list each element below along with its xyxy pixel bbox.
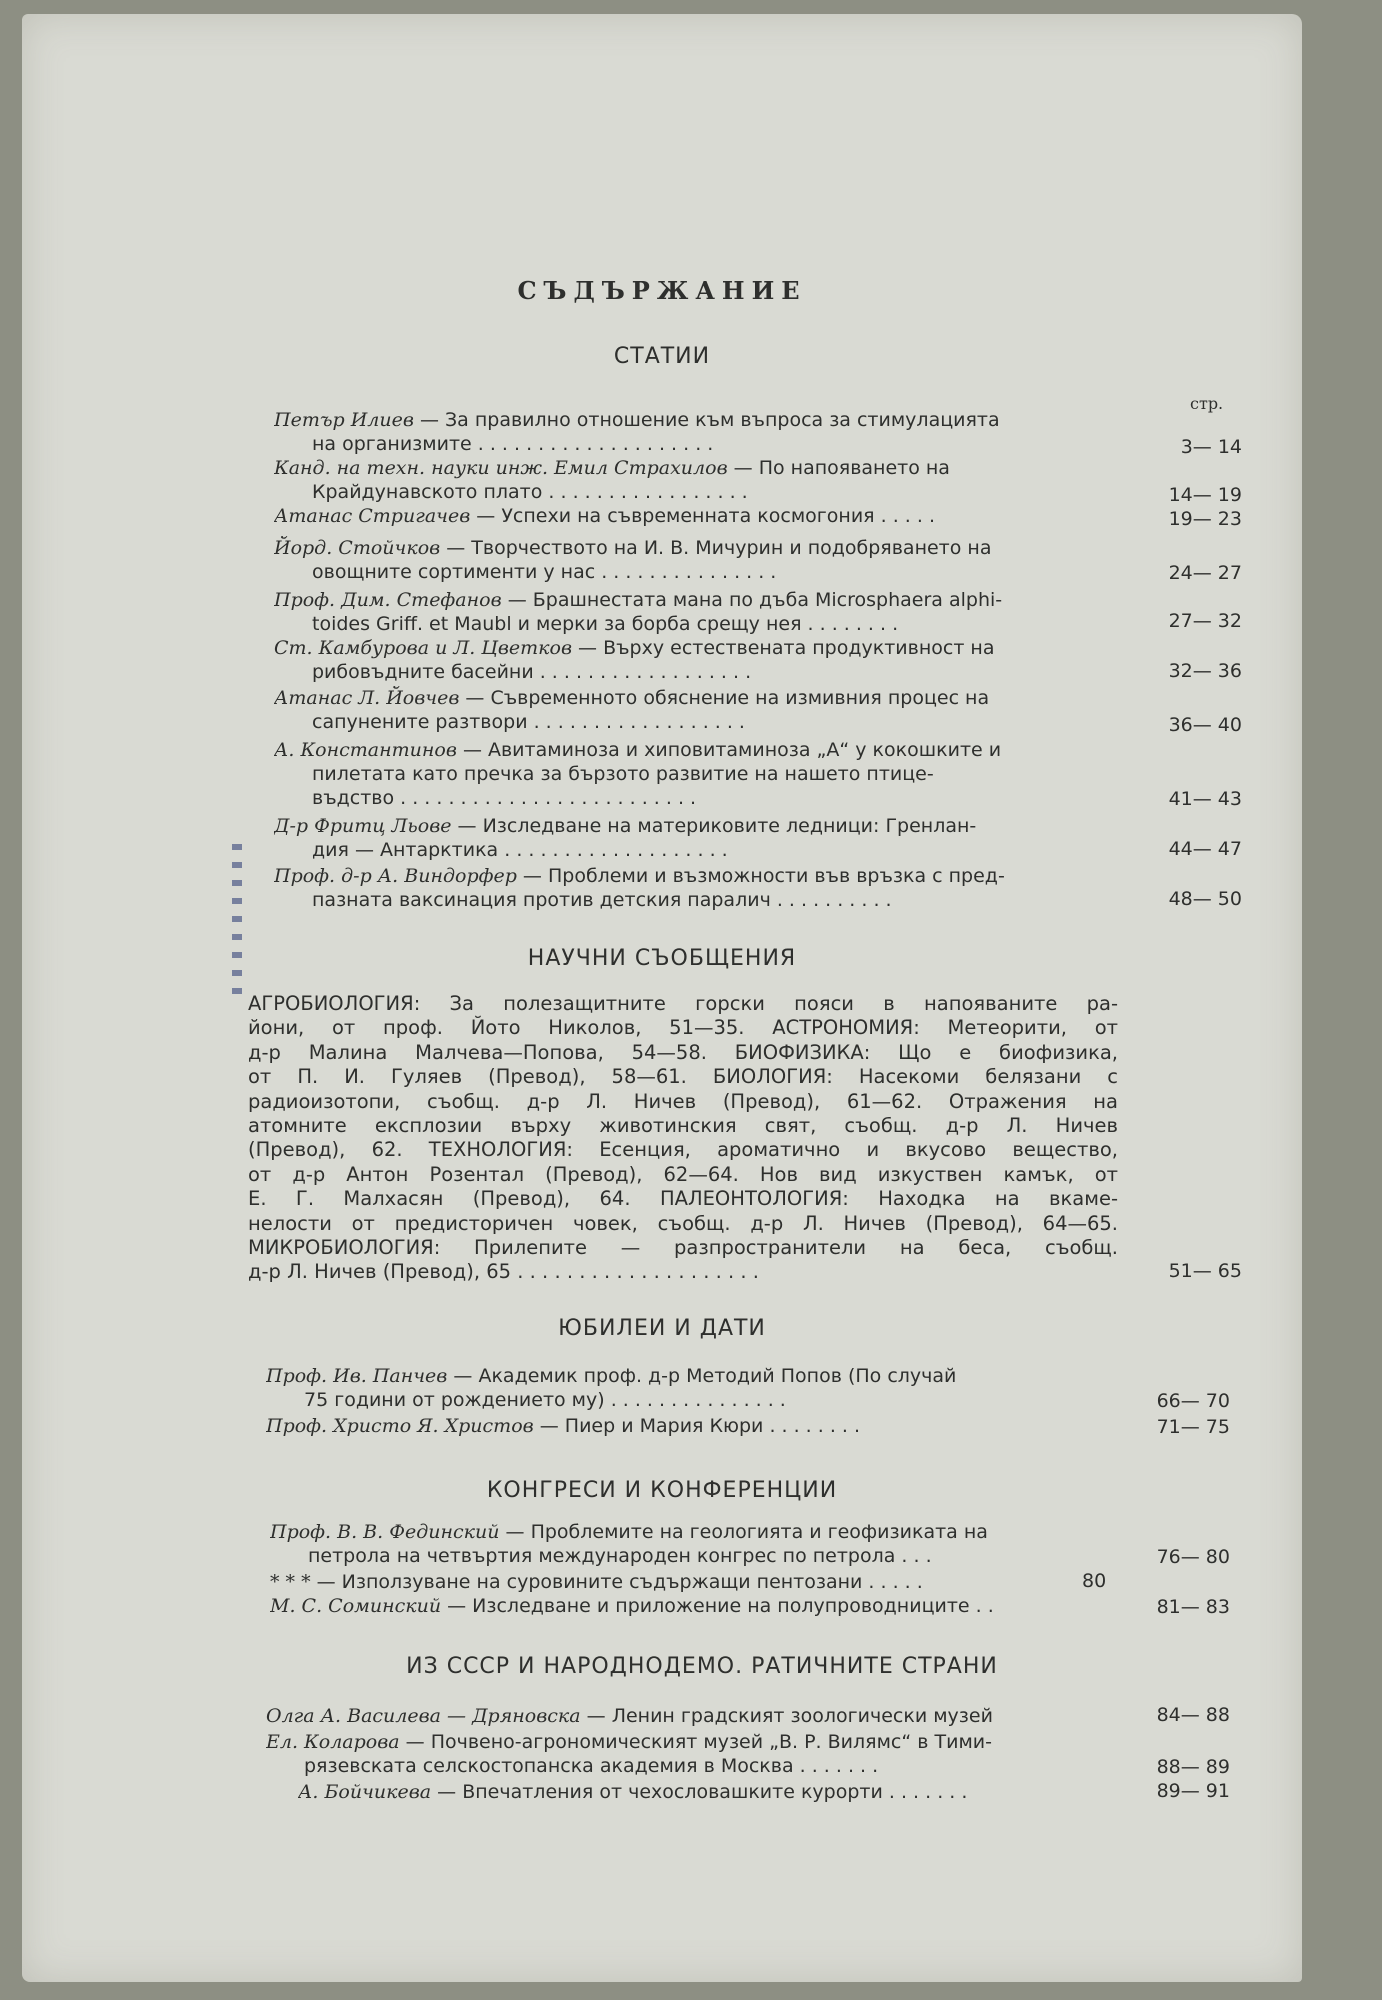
science-notes-line: МИКРОБИОЛОГИЯ: Прилепите — разпространители на беса, съобщ. <box>248 1236 1118 1260</box>
toc-entry <box>274 738 1124 810</box>
entry-author: Атанас Стригачев <box>274 505 471 527</box>
toc-entry <box>274 504 1124 528</box>
entry-author: Проф. Дим. Стефанов <box>274 589 502 611</box>
toc-entry <box>274 408 1124 456</box>
toc-entry <box>270 1594 1120 1618</box>
entry-title-cont: на организмите . . . . . . . . . . . . . . . . . . . . <box>312 433 714 455</box>
section-heading-yubilei: ЮБИЛЕИ И ДАТИ <box>558 1316 766 1341</box>
entry-pages: 80 <box>1082 1570 1107 1592</box>
entry-author: Ел. Коларова <box>266 1731 400 1753</box>
entry-pages: 24— 27 <box>1168 562 1242 584</box>
toc-entry <box>274 456 1124 504</box>
science-notes-line: нелости от предисторичен човек, съобщ. д-р Л. Ничев (Превод), 64—65. <box>248 1211 1118 1235</box>
page-title: СЪДЪРЖАНИЕ <box>517 276 807 305</box>
entry-pages: 19— 23 <box>1168 508 1242 530</box>
science-notes-line: от П. И. Гуляев (Превод), 58—61. БИОЛОГИЯ: Насекоми белязани с <box>248 1065 1118 1089</box>
entry-title-cont: пазната ваксинация против детския паралич . . . . . . . . . . <box>312 889 892 911</box>
entry-pages: 27— 32 <box>1168 610 1242 632</box>
entry-author: Проф. В. В. Фединский <box>270 1521 500 1543</box>
entry-pages: 84— 88 <box>1156 1704 1230 1726</box>
entry-author: Олга А. Василева — Дряновска <box>266 1705 581 1727</box>
science-notes-paragraph <box>248 992 1118 1285</box>
entry-title: — Проблемите на геологията и геофизиката на <box>499 1521 988 1543</box>
entry-title: — Брашнестата мана по дъба Microsphaera alphi- <box>501 589 1003 611</box>
entry-title: — Академик проф. д-р Методий Попов (По случай <box>447 1365 957 1387</box>
entry-author: Ст. Камбурова и Л. Цветков <box>274 637 573 659</box>
toc-entry <box>266 1364 1116 1412</box>
book-page <box>22 14 1302 1982</box>
entry-title: — Изследване и приложение на полупроводниците . . <box>441 1595 994 1617</box>
science-notes-line: (Превод), 62. ТЕХНОЛОГИЯ: Есенция, ароматично и вкусово вещество, <box>248 1138 1118 1162</box>
entry-author: А. Константинов <box>274 739 457 761</box>
entry-pages: 71— 75 <box>1156 1416 1230 1438</box>
toc-entry <box>270 1520 1120 1568</box>
entry-title-cont: дия — Антарктика . . . . . . . . . . . . . . . . . . . <box>312 839 728 861</box>
entry-pages: 88— 89 <box>1156 1756 1230 1778</box>
entry-pages: 41— 43 <box>1168 788 1242 810</box>
entry-title: — Творчеството на И. В. Мичурин и подобряването на <box>440 537 992 559</box>
section-heading-sssr: ИЗ СССР И НАРОДНОДЕМО. РАТИЧНИТЕ СТРАНИ <box>406 1654 998 1679</box>
entry-author: * * * <box>270 1571 311 1593</box>
entry-pages: 44— 47 <box>1168 838 1242 860</box>
entry-pages: 3— 14 <box>1180 436 1242 458</box>
entry-title: — Върху естествената продуктивност на <box>572 637 995 659</box>
entry-title: — По напояването на <box>727 457 950 479</box>
entry-title-cont: toides Griff. et Maubl и мерки за борба срещу нея . . . . . . . . <box>312 613 899 635</box>
entry-author: Петър Илиев <box>274 409 414 431</box>
toc-entry <box>274 636 1124 684</box>
science-notes-line: д-р Малина Малчева—Попова, 54—58. БИОФИЗИКА: Що е биофизика, <box>248 1040 1118 1064</box>
entry-author: Атанас Л. Йовчев <box>274 687 460 709</box>
entry-pages: 76— 80 <box>1156 1546 1230 1568</box>
binding-marks <box>232 844 242 994</box>
entry-title-cont: рязевската селскостопанска академия в Москва . . . . . . . <box>304 1755 879 1777</box>
toc-entry <box>274 536 1124 584</box>
entry-title: — Използуване на суровините съдържащи пентозани . . . . . <box>310 1571 923 1593</box>
entry-author: Д-р Фритц Льове <box>274 815 452 837</box>
entry-title: — Почвено-агрономическият музей „В. Р. Вилямс“ в Тими- <box>399 1731 992 1753</box>
entry-title: — Проблеми и възможности във връзка с пред- <box>516 865 1005 887</box>
entry-pages: 48— 50 <box>1168 888 1242 910</box>
entry-pages: 81— 83 <box>1156 1596 1230 1618</box>
entry-pages: 36— 40 <box>1168 714 1242 736</box>
toc-entry <box>266 1704 1116 1728</box>
page-column-label: стр. <box>1190 394 1224 413</box>
entry-author: А. Бойчикева <box>298 1781 432 1803</box>
science-notes-line: д-р Л. Ничев (Превод), 65 . . . . . . . . . . . . . . . . . . . . <box>248 1260 760 1284</box>
toc-entry <box>270 1570 1120 1594</box>
entry-author: М. С. Соминский <box>270 1595 442 1617</box>
entry-author: Проф. Ив. Панчев <box>266 1365 448 1387</box>
science-notes-line: радиоизотопи, съобщ. д-р Л. Ничев (Превод), 61—62. Отражения на <box>248 1089 1118 1113</box>
toc-entry <box>266 1730 1116 1778</box>
toc-entry <box>274 814 1124 862</box>
entry-title: — За правилно отношение към въпроса за стимулацията <box>413 409 1000 431</box>
entry-title: — Успехи на съвременната космогония . . . . . <box>470 505 936 527</box>
entry-pages: 32— 36 <box>1168 660 1242 682</box>
toc-entry <box>274 588 1124 636</box>
entry-title-cont: Крайдунавското плато . . . . . . . . . . . . . . . . . <box>312 481 748 503</box>
entry-author: Канд. на техн. науки инж. Емил Страхилов <box>274 457 728 479</box>
toc-entry <box>274 686 1124 734</box>
toc-entry <box>266 1414 1116 1438</box>
entry-title: — Авитаминоза и хиповитаминоза „А“ у кокошките и <box>456 739 1002 761</box>
entry-title: — Ленин градският зоологически музей <box>580 1705 993 1727</box>
section-heading-statii: СТАТИИ <box>613 344 711 369</box>
toc-entry <box>298 1780 1148 1804</box>
entry-title-cont: сапунените разтвори . . . . . . . . . . . . . . . . . . <box>312 711 745 733</box>
entry-pages: 89— 91 <box>1156 1780 1230 1802</box>
entry-title: — Съвременното обяснение на измивния процес на <box>459 687 990 709</box>
entry-pages: 14— 19 <box>1168 484 1242 506</box>
section-heading-kongresi: КОНГРЕСИ И КОНФЕРЕНЦИИ <box>486 1478 838 1503</box>
entry-title-cont: въдство . . . . . . . . . . . . . . . . . . . . . . . . . <box>312 787 697 809</box>
science-notes-line: Е. Г. Малхасян (Превод), 64. ПАЛЕОНТОЛОГИЯ: Находка на вкаме- <box>248 1187 1118 1211</box>
entry-title-cont: овощните сортименти у нас . . . . . . . . . . . . . . . <box>312 561 777 583</box>
entry-title: — Изследване на материковите ледници: Гренлан- <box>451 815 977 837</box>
section-heading-nauchni: НАУЧНИ СЪОБЩЕНИЯ <box>527 946 797 971</box>
entry-title-cont: рибовъдните басейни . . . . . . . . . . . . . . . . . . <box>312 661 752 683</box>
entry-title-cont: пилетата като пречка за бързото развитие на нашето птице- <box>312 763 934 785</box>
entry-author: Йорд. Стойчков <box>274 537 441 559</box>
entry-pages: 51— 65 <box>1168 1260 1242 1282</box>
entry-title: — Впечатления от чехословашките курорти . . . . . . . <box>431 1781 968 1803</box>
science-notes-line: АГРОБИОЛОГИЯ: За полезащитните горски пояси в напояваните ра- <box>248 992 1118 1015</box>
entry-author: Проф. д-р А. Виндорфер <box>274 865 517 887</box>
science-notes-line: йони, от проф. Йото Николов, 51—35. АСТРОНОМИЯ: Метеорити, от <box>248 1016 1118 1040</box>
entry-author: Проф. Христо Я. Христов <box>266 1415 534 1437</box>
entry-title-cont: петрола на четвъртия международен конгрес по петрола . . . <box>308 1545 932 1567</box>
toc-entry <box>274 864 1124 912</box>
entry-title-cont: 75 години от рождението му) . . . . . . . . . . . . . . . <box>304 1389 786 1411</box>
science-notes-line: от д-р Антон Розентал (Превод), 62—64. Нов вид изкуствен камък, от <box>248 1162 1118 1186</box>
entry-title: — Пиер и Мария Кюри . . . . . . . . <box>533 1415 861 1437</box>
science-notes-line: атомните експлозии върху животинския свят, съобщ. д-р Л. Ничев <box>248 1114 1118 1138</box>
entry-pages: 66— 70 <box>1156 1390 1230 1412</box>
